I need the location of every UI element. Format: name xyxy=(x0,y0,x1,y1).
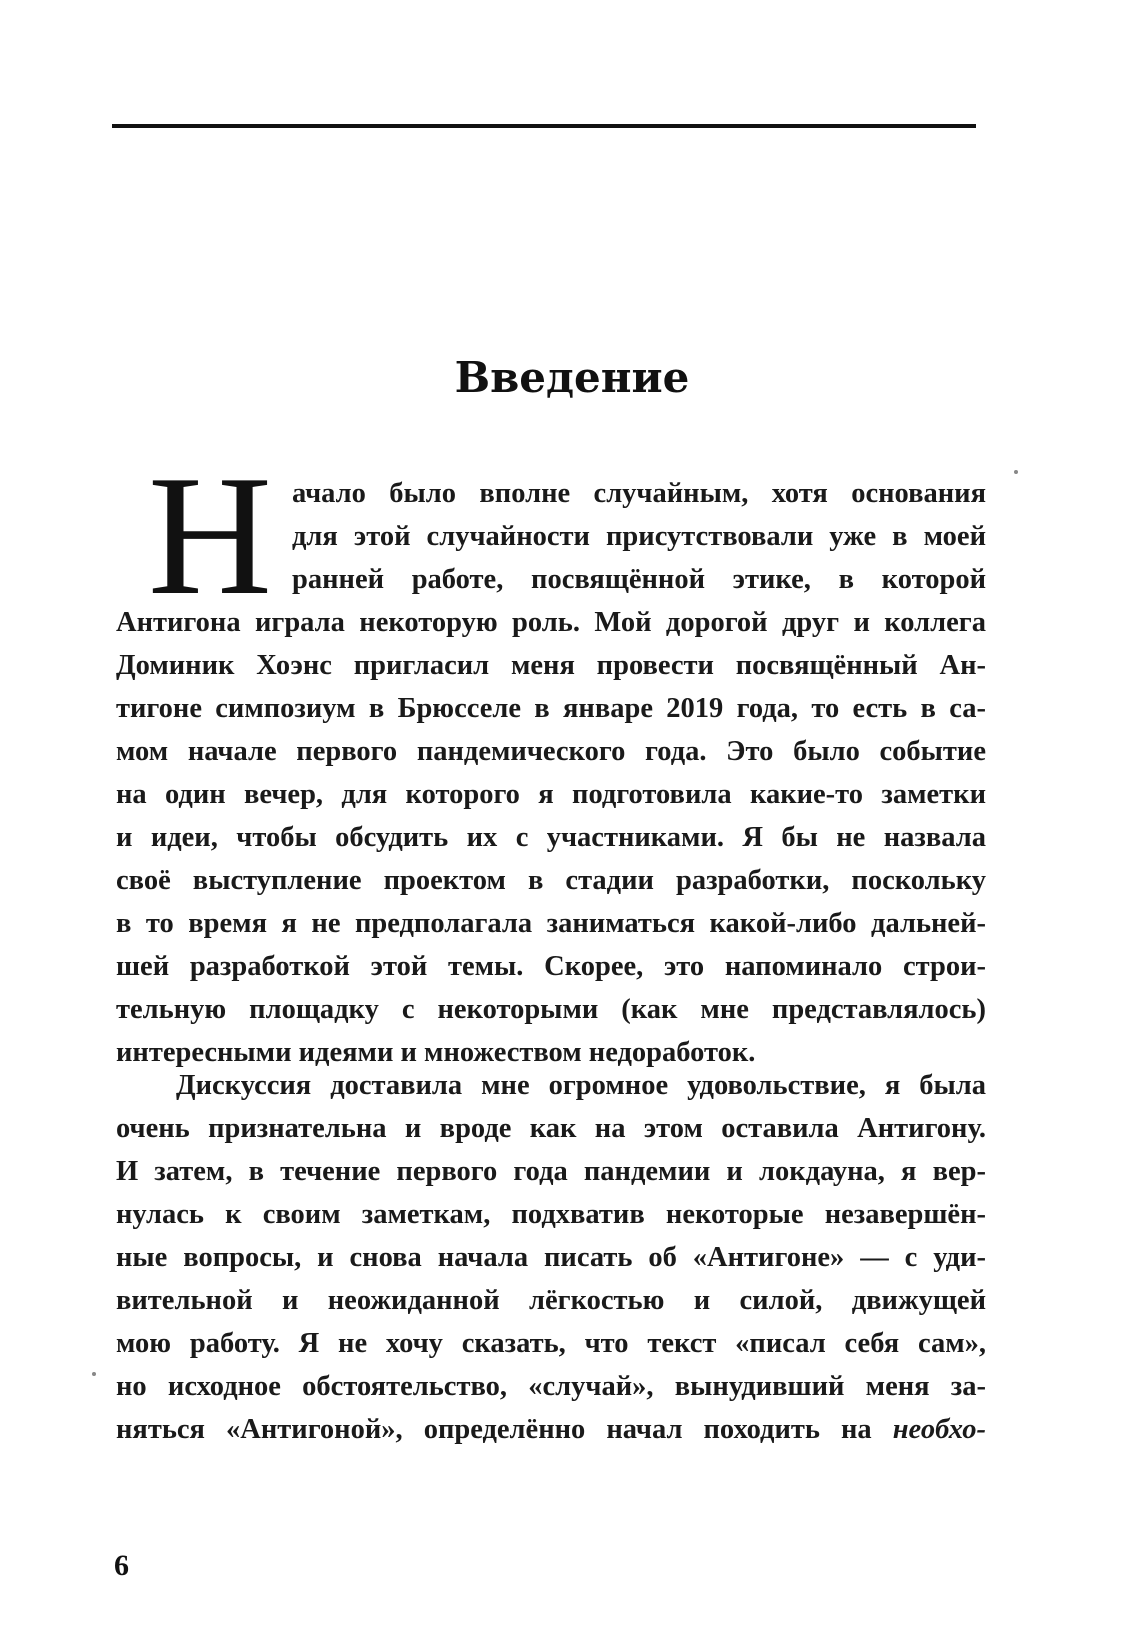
paragraph-line: И затем, в течение первого года пандемии и локдауна, я вер- xyxy=(116,1156,986,1187)
paragraph-line: в то время я не предполагала заниматься какой-либо дальней- xyxy=(116,908,986,939)
paragraph-line: ные вопросы, и снова начала писать об «Антигоне» — с уди- xyxy=(116,1242,986,1273)
paragraph-line: на один вечер, для которого я подготовила какие-то заметки xyxy=(116,779,986,810)
chapter-title: Введение xyxy=(454,353,690,402)
page-number: 6 xyxy=(114,1549,129,1582)
paragraph-line-text: няться «Антигоной», определённо начал походить на xyxy=(116,1414,893,1445)
paragraph-line: Антигона играла некоторую роль. Мой дорогой друг и коллега xyxy=(116,607,986,638)
paragraph-line: интересными идеями и множеством недоработок. xyxy=(116,1037,756,1068)
paragraph-line: но исходное обстоятельство, «случай», вынудивший меня за- xyxy=(116,1371,986,1402)
paragraph-line: шей разработкой этой темы. Скорее, это напоминало строи- xyxy=(116,951,986,982)
paragraph-line: ранней работе, посвящённой этике, в которой xyxy=(292,564,986,595)
paragraph-line: вительной и неожиданной лёгкостью и силой, движущей xyxy=(116,1285,986,1316)
paragraph-line: нулась к своим заметкам, подхватив некоторые незавершён- xyxy=(116,1199,986,1230)
paragraph-line: Доминик Хоэнс пригласил меня провести посвящённый Ан- xyxy=(116,650,986,681)
scan-speck xyxy=(92,1372,96,1376)
paragraph-line: и идеи, чтобы обсудить их с участниками. Я бы не назвала xyxy=(116,822,986,853)
paragraph-line: своё выступление проектом в стадии разработки, поскольку xyxy=(116,865,986,896)
paragraph-line: мою работу. Я не хочу сказать, что текст «писал себя сам», xyxy=(116,1328,986,1359)
paragraph-line: тельную площадку с некоторыми (как мне представлялось) xyxy=(116,994,986,1025)
paragraph-line: мом начале первого пандемического года. Это было событие xyxy=(116,736,986,767)
paragraph-1 xyxy=(116,472,986,1074)
paragraph-line: ачало было вполне случайным, хотя основания xyxy=(292,478,986,509)
italic-word: необхо- xyxy=(892,1414,986,1445)
paragraph-line-last xyxy=(116,1408,986,1451)
paragraph-2 xyxy=(116,1064,986,1451)
top-rule xyxy=(112,124,976,128)
drop-cap: Н xyxy=(147,441,273,631)
paragraph-line: для этой случайности присутствовали уже в моей xyxy=(292,521,986,552)
paragraph-line: тигоне симпозиум в Брюсселе в январе 2019 года, то есть в са- xyxy=(116,693,986,724)
paragraph-line: Дискуссия доставила мне огромное удовольствие, я была xyxy=(176,1070,986,1101)
scan-speck xyxy=(1014,470,1018,474)
paragraph-line: очень признательна и вроде как на этом оставила Антигону. xyxy=(116,1113,986,1144)
